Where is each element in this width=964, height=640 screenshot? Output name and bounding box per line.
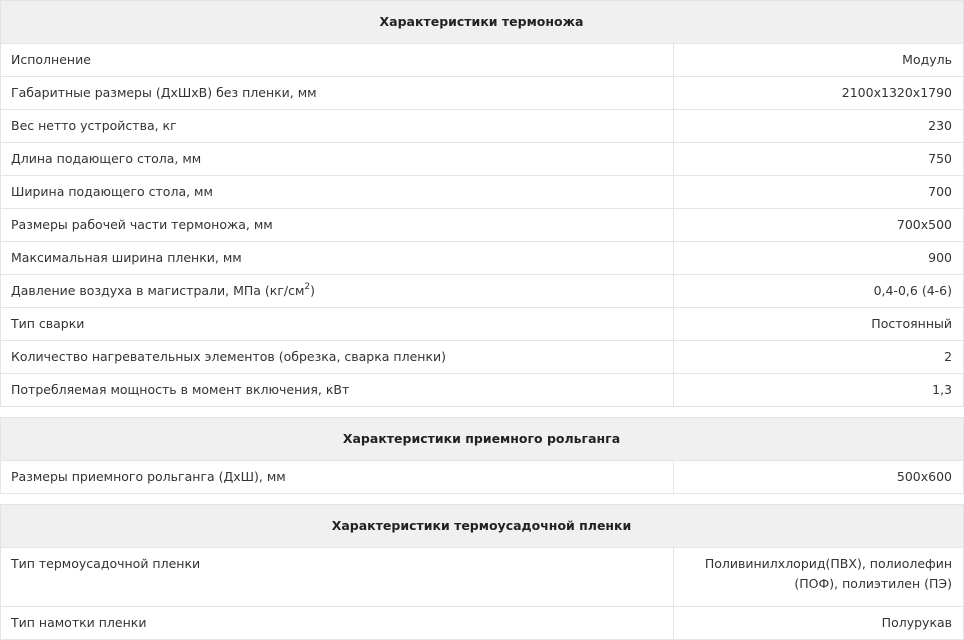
spec-value-line: Поливинилхлорид(ПВХ), полиолефин — [704, 556, 953, 571]
spec-label: Ширина подающего стола, мм — [1, 176, 674, 209]
table-row — [1, 341, 964, 374]
spec-label: Вес нетто устройства, кг — [1, 110, 674, 143]
spec-label-text: Давление воздуха в магистрали, МПа (кг/см — [11, 283, 305, 298]
section-spacer — [1, 407, 964, 418]
spec-label — [1, 275, 674, 308]
table-row — [1, 242, 964, 275]
table-row — [1, 275, 964, 308]
table-row — [1, 374, 964, 407]
spec-label-text-end: ) — [310, 283, 316, 298]
spec-label: Тип намотки пленки — [1, 607, 674, 640]
table-row — [1, 110, 964, 143]
spec-label: Габаритные размеры (ДхШхВ) без пленки, мм — [1, 77, 674, 110]
spec-value: Постоянный — [674, 308, 964, 341]
spec-value-line: (ПОФ), полиэтилен (ПЭ) — [794, 576, 953, 591]
table-row — [1, 176, 964, 209]
spec-value: 700 — [674, 176, 964, 209]
section-spacer — [1, 494, 964, 505]
spec-label: Длина подающего стола, мм — [1, 143, 674, 176]
table-row — [1, 143, 964, 176]
spec-label: Размеры рабочей части термоножа, мм — [1, 209, 674, 242]
section-header-roller-conveyor — [1, 418, 964, 461]
spec-label: Тип термоусадочной пленки — [1, 548, 674, 607]
section-title: Характеристики термоусадочной пленки — [1, 505, 964, 548]
table-row — [1, 77, 964, 110]
spec-value: 500x600 — [674, 461, 964, 494]
table-row — [1, 44, 964, 77]
spec-label: Количество нагревательных элементов (обрезка, сварка пленки) — [1, 341, 674, 374]
spec-label: Потребляемая мощность в момент включения, кВт — [1, 374, 674, 407]
section-header-thermoknife — [1, 1, 964, 44]
table-row — [1, 461, 964, 494]
table-row — [1, 548, 964, 607]
section-header-shrink-film — [1, 505, 964, 548]
spec-label: Исполнение — [1, 44, 674, 77]
spec-value: 900 — [674, 242, 964, 275]
spec-value: Полурукав — [674, 607, 964, 640]
spec-label: Максимальная ширина пленки, мм — [1, 242, 674, 275]
spec-value: 2100x1320x1790 — [674, 77, 964, 110]
table-row — [1, 308, 964, 341]
spec-value: 750 — [674, 143, 964, 176]
section-title: Характеристики термоножа — [1, 1, 964, 44]
spec-label: Размеры приемного рольганга (ДхШ), мм — [1, 461, 674, 494]
spec-value: 700x500 — [674, 209, 964, 242]
table-row — [1, 209, 964, 242]
spec-value — [674, 548, 964, 607]
table-row — [1, 607, 964, 640]
spec-value: Модуль — [674, 44, 964, 77]
spec-label: Тип сварки — [1, 308, 674, 341]
superscript: 2 — [304, 281, 311, 292]
spec-value: 1,3 — [674, 374, 964, 407]
section-title: Характеристики приемного рольганга — [1, 418, 964, 461]
spec-value: 2 — [674, 341, 964, 374]
spec-value: 0,4-0,6 (4-6) — [674, 275, 964, 308]
spec-value: 230 — [674, 110, 964, 143]
